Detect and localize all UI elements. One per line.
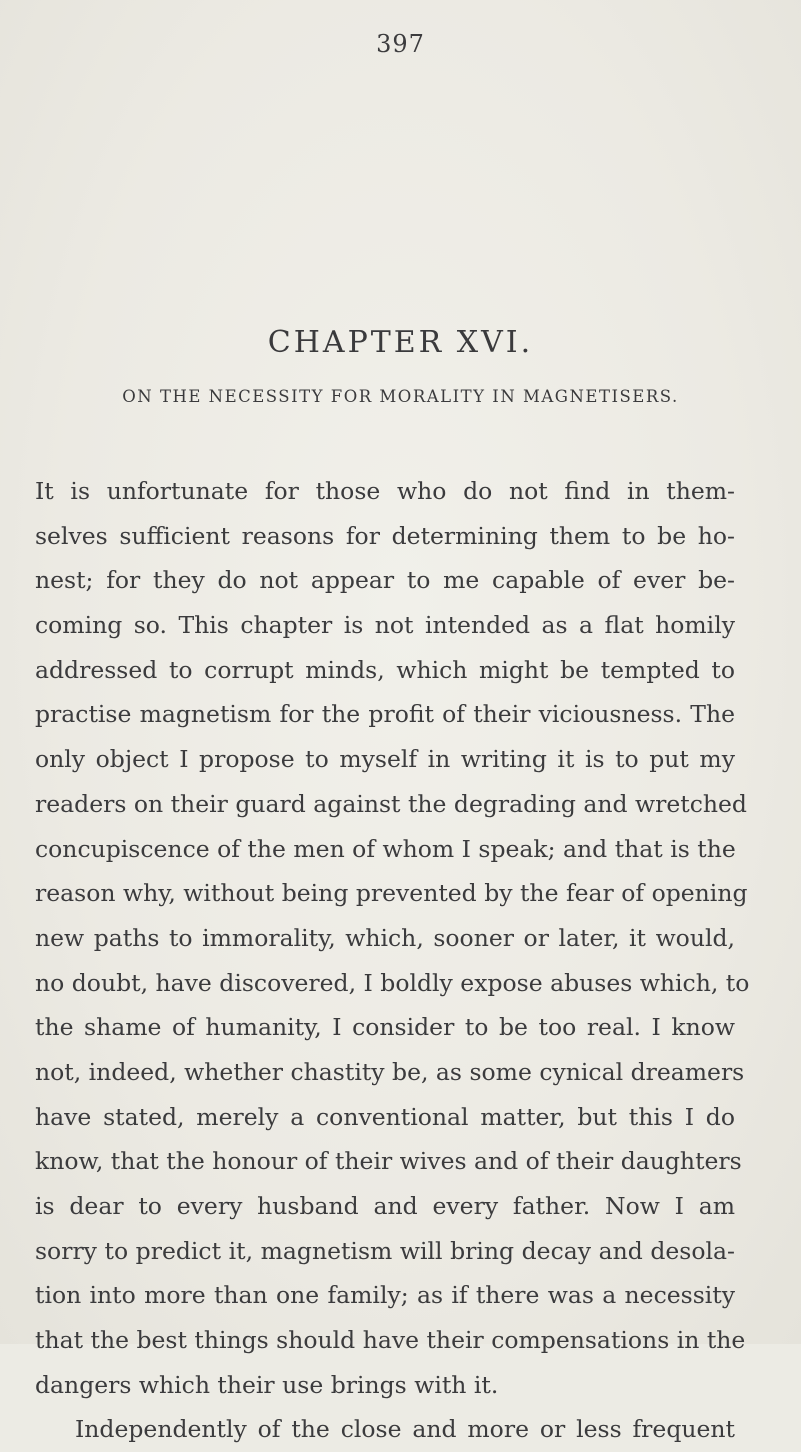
text-line: the shame of humanity, I consider to be too real. I know: [35, 1013, 735, 1042]
text-line: concupiscence of the men of whom I speak; and that is the: [35, 834, 736, 863]
text-line: that the best things should have their compensations in the: [35, 1326, 746, 1355]
text-line: have stated, merely a conventional matter, but this I do: [35, 1102, 735, 1131]
text-line: new paths to immorality, which, sooner or later, it would,: [35, 923, 735, 952]
text-line: only object I propose to myself in writing it is to put my: [35, 745, 735, 774]
body-text: [35, 469, 750, 1452]
page-number: 397: [376, 30, 425, 58]
text-line: nest; for they do not appear to me capable of ever be-: [35, 566, 735, 595]
text-line: readers on their guard against the degrading and wretched: [35, 789, 747, 818]
text-line: practise magnetism for the profit of their viciousness. The: [35, 700, 735, 729]
text-line: no doubt, have discovered, I boldly expose abuses which, to: [35, 968, 750, 997]
text-line: dangers which their use brings with it.: [35, 1370, 499, 1399]
text-line: addressed to corrupt minds, which might be tempted to: [35, 655, 735, 684]
text-line: not, indeed, whether chastity be, as some cynical dreamers: [35, 1057, 745, 1086]
text-line: tion into more than one family; as if there was a necessity: [35, 1281, 735, 1310]
text-line: reason why, without being prevented by the fear of opening: [35, 879, 748, 908]
text-line: It is unfortunate for those who do not find in them-: [35, 477, 735, 505]
chapter-title: CHAPTER XVI.: [267, 325, 534, 360]
text-line: know, that the honour of their wives and of their daughters: [35, 1147, 742, 1176]
text-line: coming so. This chapter is not intended as a flat homily: [35, 611, 735, 640]
text-line: selves sufficient reasons for determining them to be ho-: [35, 521, 735, 550]
chapter-subtitle: ON THE NECESSITY FOR MORALITY IN MAGNETISERS.: [122, 387, 679, 406]
text-line: sorry to predict it, magnetism will bring decay and desola-: [35, 1236, 735, 1265]
text-line: Independently of the close and more or less frequent: [75, 1415, 735, 1444]
text-line: is dear to every husband and every father. Now I am: [35, 1192, 735, 1220]
